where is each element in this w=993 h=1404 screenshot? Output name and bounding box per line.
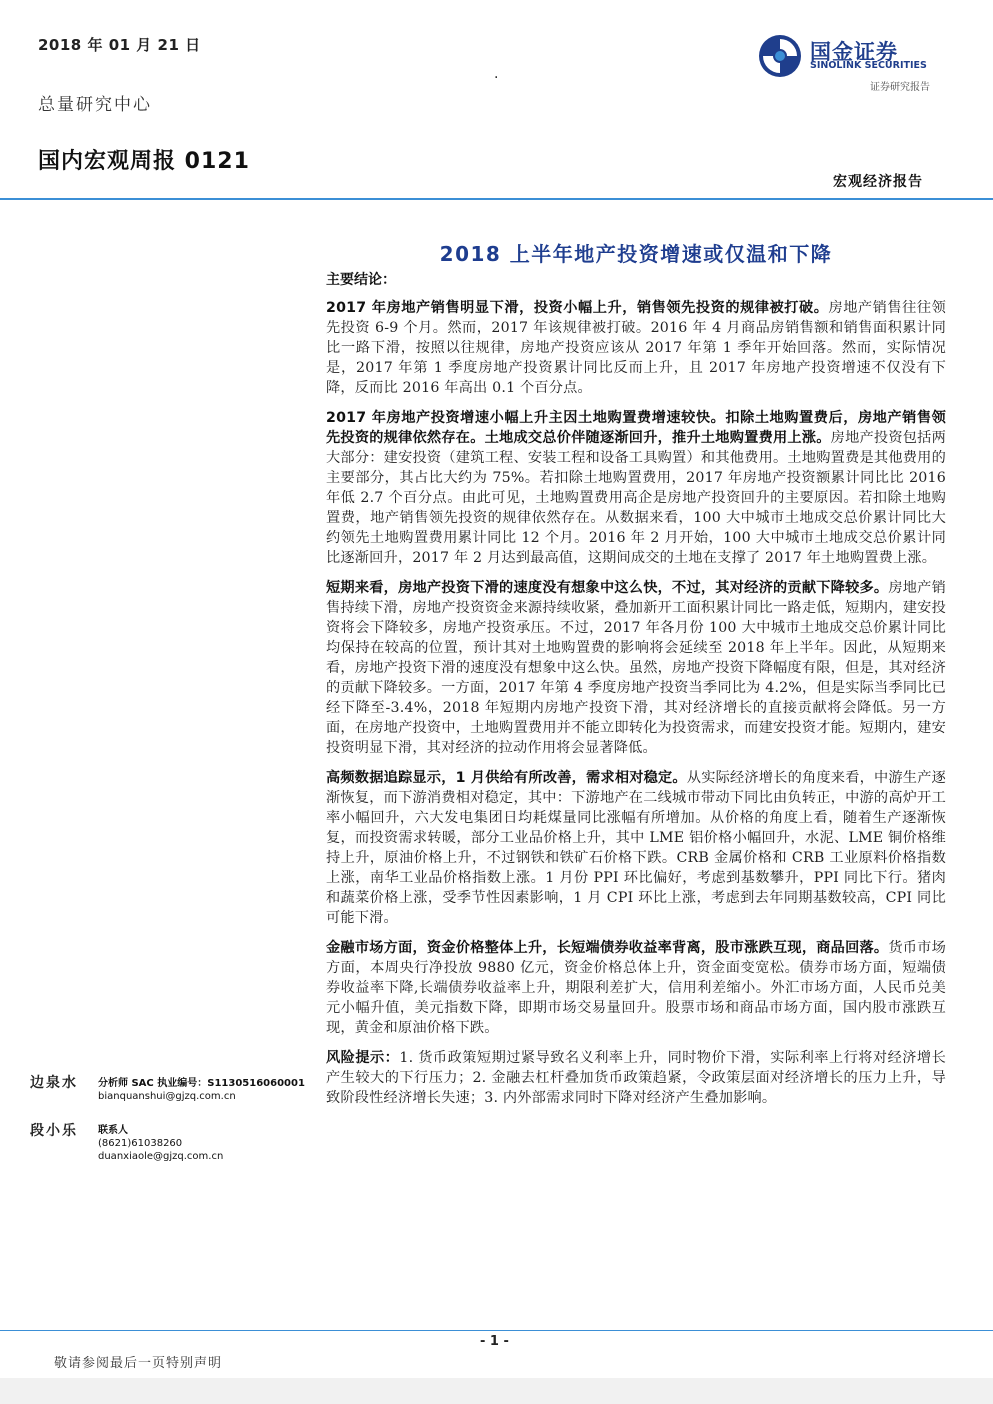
paragraph: [326, 408, 946, 568]
stray-dot: .: [494, 66, 499, 82]
author-info: [98, 1124, 223, 1163]
report-date: 2018 年 01 月 21 日: [38, 36, 201, 54]
document-title: 国内宏观周报 0121: [38, 149, 250, 174]
disclaimer-text: 敬请参阅最后一页特别声明: [54, 1356, 223, 1371]
author-email[interactable]: bianquanshui@gjzq.com.cn: [98, 1091, 236, 1102]
paragraph: [326, 298, 946, 398]
paragraph: [326, 578, 946, 758]
paragraph-body: 房地产投资包括两大部分：建安投资（建筑工程、安装工程和设备工具购置）和其他费用。土地购置费是其他费用的主要部分，其占比大约为 75%。若扣除土地购置费用，2017 年房地产投资额累计同比比 2016 年低 2.7 个百分点。由此可见，土地购置费用高企是房地产投资回升的主要原因。若扣除土地购置费，地产销售领先投资的规律依然存在。从数据来看，100 大中城市土地成交总价累计同比大约领先土地购置费用累计同比 12 个月。2016 年 2 月开始，100 大中城市土地成交总价累计同比逐渐回升，2017 年 2 月达到最高值，这期间成交的土地在支撑了 2017 年土地购置费上涨。: [326, 430, 946, 566]
paragraph-body: 房地产销售持续下滑，房地产投资资金来源持续收紧，叠加新开工面积累计同比一路走低，短期内，建安投资将会下降较多，房地产投资承压。不过，2017 年各月份 100 大中城市土地成交总价累计同比均保持在较高的位置，预计其对土地购置费的影响将会延续至 2018 年上半年。因此，从短期来看，房地产投资下滑的速度没有想象中这么快。虽然，房地产投资下降幅度有限，但是，其对经济的贡献下降较多。一方面，2017 年第 4 季度房地产投资当季同比为 4.2%，但是实际当季同比已经下降至-3.4%，2018 年短期内房地产投资下滑，其对经济增长的直接贡献将会降低。另一方面，在房地产投资中，土地购置费用并不能立即转化为投资需求，而建安投资才能。短期内，建安投资明显下滑，其对经济的拉动作用将会显著降低。: [326, 580, 946, 756]
author-phone: (8621)61038260: [98, 1138, 183, 1149]
department-label: 总量研究中心: [38, 95, 152, 115]
author-name: 段小乐: [30, 1123, 78, 1139]
footer-band: [0, 1378, 993, 1404]
author-email[interactable]: duanxiaole@gjzq.com.cn: [98, 1151, 224, 1162]
paragraph-lead: 高频数据追踪显示，1 月供给有所改善，需求相对稳定。: [326, 770, 687, 786]
author-title: 分析师 SAC 执业编号：S1130516060001: [98, 1078, 305, 1089]
footer-divider: [0, 1330, 993, 1331]
author-name: 边泉水: [30, 1075, 78, 1091]
paragraph-lead: 金融市场方面，资金价格整体上升，长短端债券收益率背离，股市涨跌互现，商品回落。: [326, 940, 889, 956]
paragraph-body: 从实际经济增长的角度来看，中游生产逐渐恢复，而下游消费相对稳定，其中：下游地产在二线城市带动下同比由负转正，中游的高炉开工率小幅回升，六大发电集团日均耗煤量同比涨幅有所增加。从价格的角度上看，随着生产逐渐恢复，而投资需求转暖，部分工业品价格上升，其中 LME 铝价格小幅回升，水泥、LME 铜价格维持上升，原油价格上升，不过钢铁和铁矿石价格下跌。CRB 金属价格和 CRB 工业原料价格指数上涨，南华工业品价格指数上涨。1 月份 PPI 环比偏好，考虑到基数攀升，PPI 同比下行。猪肉和蔬菜价格上涨，受季节性因素影响，1 月 CPI 环比上涨，考虑到去年同期基数较高，CPI 同比可能下滑。: [326, 770, 946, 926]
brand-tagline: 证券研究报告: [870, 82, 930, 93]
paragraph-lead: 风险提示：: [326, 1050, 400, 1066]
paragraph-body: 房地产销售往往领先投资 6-9 个月。然而，2017 年该规律被打破。2016 年 4 月商品房销售额和销售面积累计同比一路下滑，按照以往规律，房地产投资应该从 2017 年第 1 季年开始回落。然而，实际情况是，2017 年第 1 季度房地产投资累计同比反而上升，且 2017 年房地产投资增速不仅没有下降，反而比 2016 年高出 0.1 个百分点。: [326, 300, 946, 396]
brand-name-cn: 国金证券: [810, 40, 898, 64]
header-divider: [0, 198, 993, 200]
section-heading: 主要结论：: [326, 272, 396, 288]
sinolink-logo-icon: [757, 33, 803, 79]
document-type: 宏观经济报告: [833, 174, 923, 190]
report-headline: 2018 上半年地产投资增速或仅温和下降: [439, 242, 833, 266]
paragraph-lead: 2017 年房地产销售明显下滑，投资小幅上升，销售领先投资的规律被打破。: [326, 300, 829, 316]
author-title: 联系人: [98, 1125, 128, 1136]
main-content: [326, 298, 946, 1118]
paragraph-body: 货币市场方面，本周央行净投放 9880 亿元，资金价格总体上升，资金面变宽松。债券市场方面，短端债券收益率下降,长端债券收益率上升，期限利差扩大，信用利差缩小。外汇市场方面，人民币兑美元小幅升值，美元指数下降，即期市场交易量回升。股票市场和商品市场方面，国内股市涨跌互现，黄金和原油价格下跌。: [326, 940, 946, 1036]
paragraph: [326, 768, 946, 928]
brand-name-en: SINOLINK SECURITIES: [810, 60, 927, 71]
paragraph: [326, 938, 946, 1038]
page-number: - 1 -: [480, 1334, 509, 1349]
paragraph-body: 1. 货币政策短期过紧导致名义利率上升，同时物价下滑，实际利率上行将对经济增长产生较大的下行压力；2. 金融去杠杆叠加货币政策趋紧，令政策层面对经济增长的压力上升，导致阶段性经济增长失速；3. 内外部需求同时下降对经济产生叠加影响。: [326, 1050, 946, 1106]
paragraph-lead: 短期来看，房地产投资下滑的速度没有想象中这么快，不过，其对经济的贡献下降较多。: [326, 580, 889, 596]
author-info: [98, 1077, 305, 1103]
paragraph-lead: 2017 年房地产投资增速小幅上升主因土地购置费增速较快。扣除土地购置费后，房地产销售领先投资的规律依然存在。土地成交总价伴随逐渐回升，推升土地购置费用上涨。: [326, 410, 946, 446]
risk-paragraph: [326, 1048, 946, 1108]
